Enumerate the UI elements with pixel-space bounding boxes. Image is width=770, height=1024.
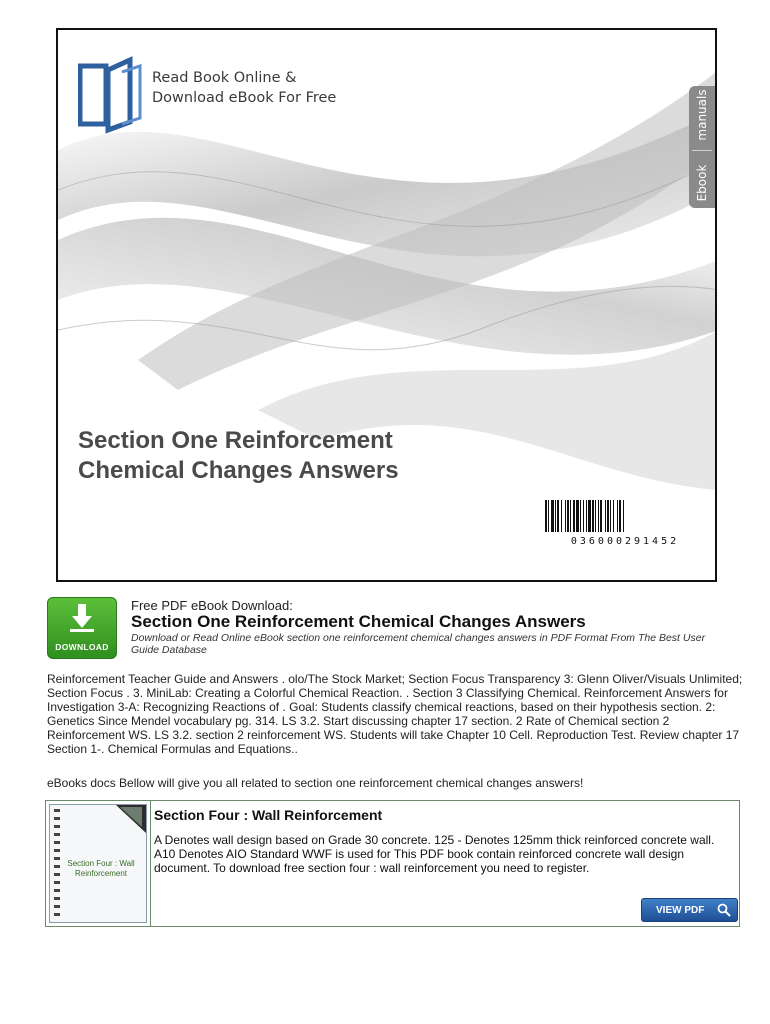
page-corner-icon — [116, 805, 146, 833]
ebook-subtitle: Download or Read Online eBook section one reinforcement chemical changes answers in PDF Format From The Best User Guide Database — [131, 632, 706, 656]
ebook-title: Section One Reinforcement Chemical Changes Answers — [131, 612, 586, 631]
brand-line-2: Download eBook For Free — [152, 90, 337, 106]
thumbnail-title: Section Four : Wall Reinforcement — [67, 859, 135, 878]
cover-title-line-1: Section One Reinforcement — [78, 427, 393, 454]
barcode — [541, 500, 709, 546]
side-tab-manuals: manuals — [695, 89, 709, 141]
book-cover — [56, 28, 717, 582]
related-result — [45, 800, 740, 927]
description-paragraph: Reinforcement Teacher Guide and Answers . olo/The Stock Market; Section Focus Transparency 3: Glenn Oliver/Visuals Unlimited; Section Focus . 3. MiniLab: Creating a Colorful Chemical Reaction. . Section 3 Classifying Chemical. Reinforcement Answers for Investigation 3-A: Recognizing Reactions of . Goal: Students classify chemical reactions, based on their hypothesis section. 2: Genetics Since Mendel vocabulary pg. 314. LS 3.2. Start discussing chapter 17 section. 2 Rate of Chemical section 2 Reinforcement WS. LS 3.2. section 2 reinforcement WS. Students will take Chapter 10 Cell. Reproduction Test. Review chapter 17 Section 1-. Chemical Formulas and Equations.. — [47, 672, 743, 756]
magnifier-icon — [717, 903, 731, 917]
spiral-binding — [54, 809, 60, 917]
book-logo-icon — [78, 52, 144, 134]
brand — [78, 52, 336, 134]
free-download-label: Free PDF eBook Download: — [131, 598, 293, 613]
result-divider — [150, 801, 151, 926]
result-thumbnail[interactable] — [49, 804, 147, 923]
related-intro: eBooks docs Bellow will give you all related to section one reinforcement chemical changes answers! — [47, 776, 584, 790]
brand-line-1: Read Book Online & — [152, 70, 297, 86]
download-arrow-icon — [70, 604, 94, 632]
view-pdf-button[interactable] — [641, 898, 738, 922]
cover-title-line-2: Chemical Changes Answers — [78, 457, 399, 484]
download-button-label: DOWNLOAD — [55, 642, 109, 652]
side-tab-ebook: Ebook — [695, 164, 709, 202]
barcode-number: 036000291452 — [570, 536, 680, 546]
view-pdf-label: VIEW PDF — [656, 905, 705, 916]
result-description: A Denotes wall design based on Grade 30 concrete. 125 - Denotes 125mm thick reinforced concrete wall. A10 Denotes AIO Standard WWF is used for This PDF book contain reinforced concrete wall design document. To download free section four : wall reinforcement you need to register. — [154, 833, 715, 875]
ebook-manuals-tab — [689, 86, 715, 208]
download-button[interactable] — [47, 597, 117, 659]
cover-title — [78, 426, 399, 486]
result-title[interactable]: Section Four : Wall Reinforcement — [154, 807, 383, 823]
